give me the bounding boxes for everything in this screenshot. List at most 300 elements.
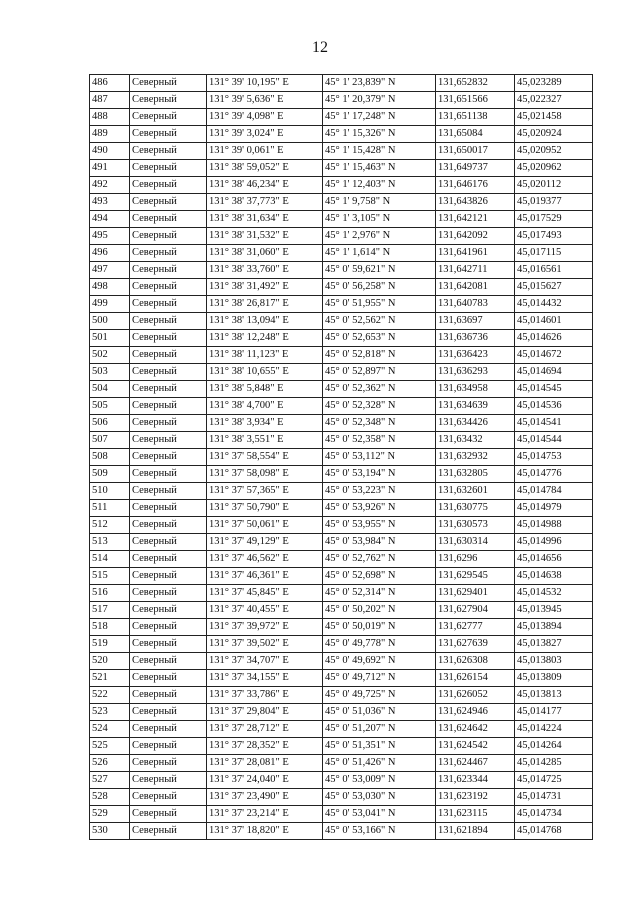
area-name-cell: Северный — [130, 687, 207, 704]
point-number-cell: 511 — [90, 500, 130, 517]
table-row — [90, 296, 593, 313]
longitude-dms-cell: 131° 37' 40,455" E — [207, 602, 323, 619]
longitude-decimal-cell: 131,632932 — [436, 449, 515, 466]
table-row — [90, 92, 593, 109]
point-number-cell: 497 — [90, 262, 130, 279]
latitude-dms-cell: 45° 0' 56,258" N — [323, 279, 436, 296]
table-row — [90, 687, 593, 704]
area-name-cell: Северный — [130, 245, 207, 262]
longitude-dms-cell: 131° 38' 12,248" E — [207, 330, 323, 347]
table-row — [90, 330, 593, 347]
coordinates-table-body — [90, 75, 593, 840]
area-name-cell: Северный — [130, 636, 207, 653]
longitude-dms-cell: 131° 38' 33,760" E — [207, 262, 323, 279]
latitude-decimal-cell: 45,014532 — [515, 585, 593, 602]
longitude-dms-cell: 131° 37' 58,554" E — [207, 449, 323, 466]
longitude-decimal-cell: 131,626308 — [436, 653, 515, 670]
point-number-cell: 502 — [90, 347, 130, 364]
point-number-cell: 516 — [90, 585, 130, 602]
point-number-cell: 517 — [90, 602, 130, 619]
longitude-decimal-cell: 131,65084 — [436, 126, 515, 143]
longitude-decimal-cell: 131,642092 — [436, 228, 515, 245]
longitude-dms-cell: 131° 37' 33,786" E — [207, 687, 323, 704]
point-number-cell: 488 — [90, 109, 130, 126]
point-number-cell: 505 — [90, 398, 130, 415]
latitude-dms-cell: 45° 0' 52,358" N — [323, 432, 436, 449]
point-number-cell: 527 — [90, 772, 130, 789]
table-row — [90, 585, 593, 602]
longitude-decimal-cell: 131,630314 — [436, 534, 515, 551]
latitude-dms-cell: 45° 1' 20,379" N — [323, 92, 436, 109]
latitude-decimal-cell: 45,014544 — [515, 432, 593, 449]
longitude-dms-cell: 131° 37' 46,361" E — [207, 568, 323, 585]
latitude-decimal-cell: 45,014638 — [515, 568, 593, 585]
longitude-decimal-cell: 131,636423 — [436, 347, 515, 364]
point-number-cell: 512 — [90, 517, 130, 534]
latitude-decimal-cell: 45,020962 — [515, 160, 593, 177]
latitude-decimal-cell: 45,014285 — [515, 755, 593, 772]
longitude-dms-cell: 131° 37' 49,129" E — [207, 534, 323, 551]
table-row — [90, 806, 593, 823]
longitude-dms-cell: 131° 38' 31,532" E — [207, 228, 323, 245]
latitude-dms-cell: 45° 1' 23,839" N — [323, 75, 436, 92]
area-name-cell: Северный — [130, 517, 207, 534]
latitude-decimal-cell: 45,014784 — [515, 483, 593, 500]
latitude-decimal-cell: 45,020112 — [515, 177, 593, 194]
table-row — [90, 823, 593, 840]
point-number-cell: 510 — [90, 483, 130, 500]
area-name-cell: Северный — [130, 483, 207, 500]
latitude-decimal-cell: 45,016561 — [515, 262, 593, 279]
coordinates-table — [89, 74, 593, 840]
point-number-cell: 529 — [90, 806, 130, 823]
latitude-decimal-cell: 45,013827 — [515, 636, 593, 653]
point-number-cell: 526 — [90, 755, 130, 772]
longitude-decimal-cell: 131,642121 — [436, 211, 515, 228]
point-number-cell: 521 — [90, 670, 130, 687]
latitude-dms-cell: 45° 0' 53,166" N — [323, 823, 436, 840]
area-name-cell: Северный — [130, 432, 207, 449]
latitude-decimal-cell: 45,014224 — [515, 721, 593, 738]
longitude-decimal-cell: 131,623344 — [436, 772, 515, 789]
table-row — [90, 551, 593, 568]
table-row — [90, 177, 593, 194]
point-number-cell: 499 — [90, 296, 130, 313]
table-row — [90, 670, 593, 687]
area-name-cell: Северный — [130, 313, 207, 330]
latitude-decimal-cell: 45,022327 — [515, 92, 593, 109]
latitude-decimal-cell: 45,013803 — [515, 653, 593, 670]
longitude-decimal-cell: 131,624467 — [436, 755, 515, 772]
table-row — [90, 653, 593, 670]
latitude-decimal-cell: 45,014601 — [515, 313, 593, 330]
longitude-dms-cell: 131° 39' 0,061" E — [207, 143, 323, 160]
latitude-decimal-cell: 45,014656 — [515, 551, 593, 568]
longitude-dms-cell: 131° 37' 34,155" E — [207, 670, 323, 687]
table-row — [90, 432, 593, 449]
longitude-dms-cell: 131° 37' 23,214" E — [207, 806, 323, 823]
area-name-cell: Северный — [130, 500, 207, 517]
point-number-cell: 487 — [90, 92, 130, 109]
point-number-cell: 503 — [90, 364, 130, 381]
latitude-dms-cell: 45° 0' 51,207" N — [323, 721, 436, 738]
latitude-dms-cell: 45° 1' 1,614" N — [323, 245, 436, 262]
longitude-decimal-cell: 131,629401 — [436, 585, 515, 602]
point-number-cell: 490 — [90, 143, 130, 160]
latitude-decimal-cell: 45,014264 — [515, 738, 593, 755]
longitude-decimal-cell: 131,632805 — [436, 466, 515, 483]
latitude-dms-cell: 45° 1' 2,976" N — [323, 228, 436, 245]
table-row — [90, 568, 593, 585]
latitude-decimal-cell: 45,014734 — [515, 806, 593, 823]
longitude-decimal-cell: 131,621894 — [436, 823, 515, 840]
area-name-cell: Северный — [130, 194, 207, 211]
table-row — [90, 211, 593, 228]
latitude-decimal-cell: 45,014694 — [515, 364, 593, 381]
latitude-decimal-cell: 45,017529 — [515, 211, 593, 228]
area-name-cell: Северный — [130, 109, 207, 126]
area-name-cell: Северный — [130, 364, 207, 381]
longitude-dms-cell: 131° 37' 28,712" E — [207, 721, 323, 738]
point-number-cell: 513 — [90, 534, 130, 551]
longitude-decimal-cell: 131,636293 — [436, 364, 515, 381]
area-name-cell: Северный — [130, 330, 207, 347]
table-row — [90, 415, 593, 432]
longitude-dms-cell: 131° 38' 5,848" E — [207, 381, 323, 398]
point-number-cell: 498 — [90, 279, 130, 296]
latitude-decimal-cell: 45,014776 — [515, 466, 593, 483]
longitude-dms-cell: 131° 38' 59,052" E — [207, 160, 323, 177]
latitude-decimal-cell: 45,014541 — [515, 415, 593, 432]
area-name-cell: Северный — [130, 228, 207, 245]
latitude-dms-cell: 45° 1' 15,326" N — [323, 126, 436, 143]
point-number-cell: 494 — [90, 211, 130, 228]
table-row — [90, 534, 593, 551]
latitude-decimal-cell: 45,017115 — [515, 245, 593, 262]
longitude-dms-cell: 131° 39' 4,098" E — [207, 109, 323, 126]
longitude-decimal-cell: 131,652832 — [436, 75, 515, 92]
longitude-decimal-cell: 131,624642 — [436, 721, 515, 738]
area-name-cell: Северный — [130, 92, 207, 109]
latitude-dms-cell: 45° 0' 59,621" N — [323, 262, 436, 279]
table-row — [90, 228, 593, 245]
longitude-decimal-cell: 131,63697 — [436, 313, 515, 330]
longitude-decimal-cell: 131,636736 — [436, 330, 515, 347]
point-number-cell: 519 — [90, 636, 130, 653]
longitude-decimal-cell: 131,651566 — [436, 92, 515, 109]
page-number: 12 — [312, 39, 328, 56]
latitude-decimal-cell: 45,014432 — [515, 296, 593, 313]
latitude-decimal-cell: 45,014626 — [515, 330, 593, 347]
latitude-decimal-cell: 45,014988 — [515, 517, 593, 534]
longitude-dms-cell: 131° 39' 3,024" E — [207, 126, 323, 143]
latitude-dms-cell: 45° 1' 15,428" N — [323, 143, 436, 160]
longitude-dms-cell: 131° 37' 24,040" E — [207, 772, 323, 789]
table-row — [90, 466, 593, 483]
point-number-cell: 492 — [90, 177, 130, 194]
latitude-dms-cell: 45° 0' 53,984" N — [323, 534, 436, 551]
point-number-cell: 528 — [90, 789, 130, 806]
area-name-cell: Северный — [130, 143, 207, 160]
table-row — [90, 755, 593, 772]
longitude-decimal-cell: 131,650017 — [436, 143, 515, 160]
latitude-dms-cell: 45° 0' 49,778" N — [323, 636, 436, 653]
longitude-decimal-cell: 131,642711 — [436, 262, 515, 279]
latitude-dms-cell: 45° 0' 53,223" N — [323, 483, 436, 500]
table-row — [90, 398, 593, 415]
latitude-dms-cell: 45° 0' 53,112" N — [323, 449, 436, 466]
area-name-cell: Северный — [130, 789, 207, 806]
latitude-decimal-cell: 45,014545 — [515, 381, 593, 398]
latitude-dms-cell: 45° 1' 15,463" N — [323, 160, 436, 177]
longitude-dms-cell: 131° 37' 28,081" E — [207, 755, 323, 772]
point-number-cell: 495 — [90, 228, 130, 245]
longitude-dms-cell: 131° 37' 50,790" E — [207, 500, 323, 517]
point-number-cell: 491 — [90, 160, 130, 177]
latitude-decimal-cell: 45,019377 — [515, 194, 593, 211]
table-row — [90, 381, 593, 398]
longitude-decimal-cell: 131,632601 — [436, 483, 515, 500]
latitude-decimal-cell: 45,014731 — [515, 789, 593, 806]
latitude-dms-cell: 45° 0' 50,019" N — [323, 619, 436, 636]
latitude-dms-cell: 45° 0' 49,725" N — [323, 687, 436, 704]
area-name-cell: Северный — [130, 772, 207, 789]
area-name-cell: Северный — [130, 296, 207, 313]
latitude-dms-cell: 45° 0' 53,955" N — [323, 517, 436, 534]
longitude-decimal-cell: 131,624946 — [436, 704, 515, 721]
area-name-cell: Северный — [130, 211, 207, 228]
longitude-decimal-cell: 131,6296 — [436, 551, 515, 568]
longitude-dms-cell: 131° 37' 39,502" E — [207, 636, 323, 653]
longitude-dms-cell: 131° 37' 23,490" E — [207, 789, 323, 806]
latitude-dms-cell: 45° 0' 53,009" N — [323, 772, 436, 789]
table-row — [90, 602, 593, 619]
area-name-cell: Северный — [130, 75, 207, 92]
longitude-dms-cell: 131° 38' 3,551" E — [207, 432, 323, 449]
area-name-cell: Северный — [130, 602, 207, 619]
latitude-dms-cell: 45° 0' 52,362" N — [323, 381, 436, 398]
point-number-cell: 515 — [90, 568, 130, 585]
point-number-cell: 489 — [90, 126, 130, 143]
longitude-dms-cell: 131° 38' 4,700" E — [207, 398, 323, 415]
longitude-dms-cell: 131° 37' 46,562" E — [207, 551, 323, 568]
longitude-decimal-cell: 131,634426 — [436, 415, 515, 432]
latitude-decimal-cell: 45,014768 — [515, 823, 593, 840]
area-name-cell: Северный — [130, 585, 207, 602]
longitude-decimal-cell: 131,634639 — [436, 398, 515, 415]
area-name-cell: Северный — [130, 177, 207, 194]
longitude-dms-cell: 131° 38' 46,234" E — [207, 177, 323, 194]
table-row — [90, 619, 593, 636]
point-number-cell: 508 — [90, 449, 130, 466]
point-number-cell: 493 — [90, 194, 130, 211]
latitude-decimal-cell: 45,023289 — [515, 75, 593, 92]
latitude-dms-cell: 45° 1' 9,758" N — [323, 194, 436, 211]
area-name-cell: Северный — [130, 466, 207, 483]
latitude-decimal-cell: 45,014725 — [515, 772, 593, 789]
latitude-decimal-cell: 45,015627 — [515, 279, 593, 296]
area-name-cell: Северный — [130, 449, 207, 466]
longitude-dms-cell: 131° 38' 11,123" E — [207, 347, 323, 364]
longitude-decimal-cell: 131,63432 — [436, 432, 515, 449]
longitude-decimal-cell: 131,626154 — [436, 670, 515, 687]
latitude-decimal-cell: 45,017493 — [515, 228, 593, 245]
area-name-cell: Северный — [130, 721, 207, 738]
latitude-dms-cell: 45° 0' 52,698" N — [323, 568, 436, 585]
longitude-decimal-cell: 131,634958 — [436, 381, 515, 398]
latitude-decimal-cell: 45,014536 — [515, 398, 593, 415]
longitude-dms-cell: 131° 37' 29,804" E — [207, 704, 323, 721]
point-number-cell: 524 — [90, 721, 130, 738]
point-number-cell: 523 — [90, 704, 130, 721]
latitude-decimal-cell: 45,014996 — [515, 534, 593, 551]
longitude-dms-cell: 131° 39' 5,636" E — [207, 92, 323, 109]
longitude-dms-cell: 131° 37' 18,820" E — [207, 823, 323, 840]
latitude-dms-cell: 45° 0' 53,030" N — [323, 789, 436, 806]
table-row — [90, 364, 593, 381]
latitude-dms-cell: 45° 0' 52,762" N — [323, 551, 436, 568]
point-number-cell: 514 — [90, 551, 130, 568]
longitude-dms-cell: 131° 38' 13,094" E — [207, 313, 323, 330]
longitude-decimal-cell: 131,629545 — [436, 568, 515, 585]
latitude-dms-cell: 45° 0' 50,202" N — [323, 602, 436, 619]
latitude-decimal-cell: 45,013945 — [515, 602, 593, 619]
latitude-dms-cell: 45° 1' 3,105" N — [323, 211, 436, 228]
latitude-decimal-cell: 45,014177 — [515, 704, 593, 721]
latitude-decimal-cell: 45,014979 — [515, 500, 593, 517]
table-row — [90, 143, 593, 160]
longitude-dms-cell: 131° 37' 57,365" E — [207, 483, 323, 500]
longitude-decimal-cell: 131,623192 — [436, 789, 515, 806]
area-name-cell: Северный — [130, 823, 207, 840]
longitude-dms-cell: 131° 37' 50,061" E — [207, 517, 323, 534]
point-number-cell: 507 — [90, 432, 130, 449]
point-number-cell: 530 — [90, 823, 130, 840]
longitude-decimal-cell: 131,641961 — [436, 245, 515, 262]
area-name-cell: Северный — [130, 398, 207, 415]
table-row — [90, 262, 593, 279]
latitude-dms-cell: 45° 0' 52,314" N — [323, 585, 436, 602]
table-row — [90, 500, 593, 517]
table-row — [90, 160, 593, 177]
longitude-dms-cell: 131° 38' 31,060" E — [207, 245, 323, 262]
latitude-dms-cell: 45° 0' 51,426" N — [323, 755, 436, 772]
longitude-decimal-cell: 131,623115 — [436, 806, 515, 823]
latitude-decimal-cell: 45,013813 — [515, 687, 593, 704]
latitude-dms-cell: 45° 0' 53,926" N — [323, 500, 436, 517]
table-row — [90, 789, 593, 806]
latitude-dms-cell: 45° 0' 51,351" N — [323, 738, 436, 755]
point-number-cell: 501 — [90, 330, 130, 347]
longitude-decimal-cell: 131,624542 — [436, 738, 515, 755]
longitude-decimal-cell: 131,646176 — [436, 177, 515, 194]
longitude-decimal-cell: 131,649737 — [436, 160, 515, 177]
area-name-cell: Северный — [130, 381, 207, 398]
point-number-cell: 518 — [90, 619, 130, 636]
longitude-dms-cell: 131° 38' 3,934" E — [207, 415, 323, 432]
area-name-cell: Северный — [130, 534, 207, 551]
table-row — [90, 347, 593, 364]
table-row — [90, 636, 593, 653]
latitude-dms-cell: 45° 0' 52,897" N — [323, 364, 436, 381]
table-row — [90, 109, 593, 126]
longitude-decimal-cell: 131,640783 — [436, 296, 515, 313]
longitude-dms-cell: 131° 39' 10,195" E — [207, 75, 323, 92]
table-row — [90, 704, 593, 721]
table-row — [90, 313, 593, 330]
latitude-dms-cell: 45° 0' 53,194" N — [323, 466, 436, 483]
latitude-decimal-cell: 45,013894 — [515, 619, 593, 636]
longitude-dms-cell: 131° 37' 45,845" E — [207, 585, 323, 602]
table-row — [90, 279, 593, 296]
area-name-cell: Северный — [130, 551, 207, 568]
point-number-cell: 500 — [90, 313, 130, 330]
longitude-decimal-cell: 131,642081 — [436, 279, 515, 296]
point-number-cell: 520 — [90, 653, 130, 670]
latitude-dms-cell: 45° 0' 49,712" N — [323, 670, 436, 687]
longitude-decimal-cell: 131,643826 — [436, 194, 515, 211]
latitude-decimal-cell: 45,020924 — [515, 126, 593, 143]
area-name-cell: Северный — [130, 755, 207, 772]
latitude-dms-cell: 45° 0' 51,955" N — [323, 296, 436, 313]
latitude-dms-cell: 45° 0' 53,041" N — [323, 806, 436, 823]
area-name-cell: Северный — [130, 568, 207, 585]
latitude-dms-cell: 45° 0' 49,692" N — [323, 653, 436, 670]
point-number-cell: 509 — [90, 466, 130, 483]
longitude-decimal-cell: 131,630573 — [436, 517, 515, 534]
latitude-decimal-cell: 45,014672 — [515, 347, 593, 364]
longitude-decimal-cell: 131,630775 — [436, 500, 515, 517]
point-number-cell: 506 — [90, 415, 130, 432]
longitude-decimal-cell: 131,626052 — [436, 687, 515, 704]
latitude-dms-cell: 45° 0' 51,036" N — [323, 704, 436, 721]
area-name-cell: Северный — [130, 738, 207, 755]
table-row — [90, 449, 593, 466]
area-name-cell: Северный — [130, 279, 207, 296]
longitude-dms-cell: 131° 37' 58,098" E — [207, 466, 323, 483]
longitude-dms-cell: 131° 37' 34,707" E — [207, 653, 323, 670]
longitude-dms-cell: 131° 38' 26,817" E — [207, 296, 323, 313]
table-row — [90, 126, 593, 143]
table-row — [90, 194, 593, 211]
point-number-cell: 525 — [90, 738, 130, 755]
table-row — [90, 772, 593, 789]
latitude-decimal-cell: 45,014753 — [515, 449, 593, 466]
longitude-dms-cell: 131° 38' 10,655" E — [207, 364, 323, 381]
longitude-dms-cell: 131° 37' 39,972" E — [207, 619, 323, 636]
area-name-cell: Северный — [130, 653, 207, 670]
point-number-cell: 522 — [90, 687, 130, 704]
area-name-cell: Северный — [130, 619, 207, 636]
latitude-dms-cell: 45° 1' 12,403" N — [323, 177, 436, 194]
area-name-cell: Северный — [130, 160, 207, 177]
latitude-decimal-cell: 45,020952 — [515, 143, 593, 160]
latitude-decimal-cell: 45,013809 — [515, 670, 593, 687]
latitude-dms-cell: 45° 0' 52,348" N — [323, 415, 436, 432]
point-number-cell: 496 — [90, 245, 130, 262]
latitude-dms-cell: 45° 0' 52,562" N — [323, 313, 436, 330]
area-name-cell: Северный — [130, 262, 207, 279]
table-row — [90, 245, 593, 262]
longitude-dms-cell: 131° 38' 31,492" E — [207, 279, 323, 296]
point-number-cell: 504 — [90, 381, 130, 398]
latitude-decimal-cell: 45,021458 — [515, 109, 593, 126]
area-name-cell: Северный — [130, 806, 207, 823]
area-name-cell: Северный — [130, 415, 207, 432]
area-name-cell: Северный — [130, 670, 207, 687]
latitude-dms-cell: 45° 1' 17,248" N — [323, 109, 436, 126]
table-row — [90, 738, 593, 755]
